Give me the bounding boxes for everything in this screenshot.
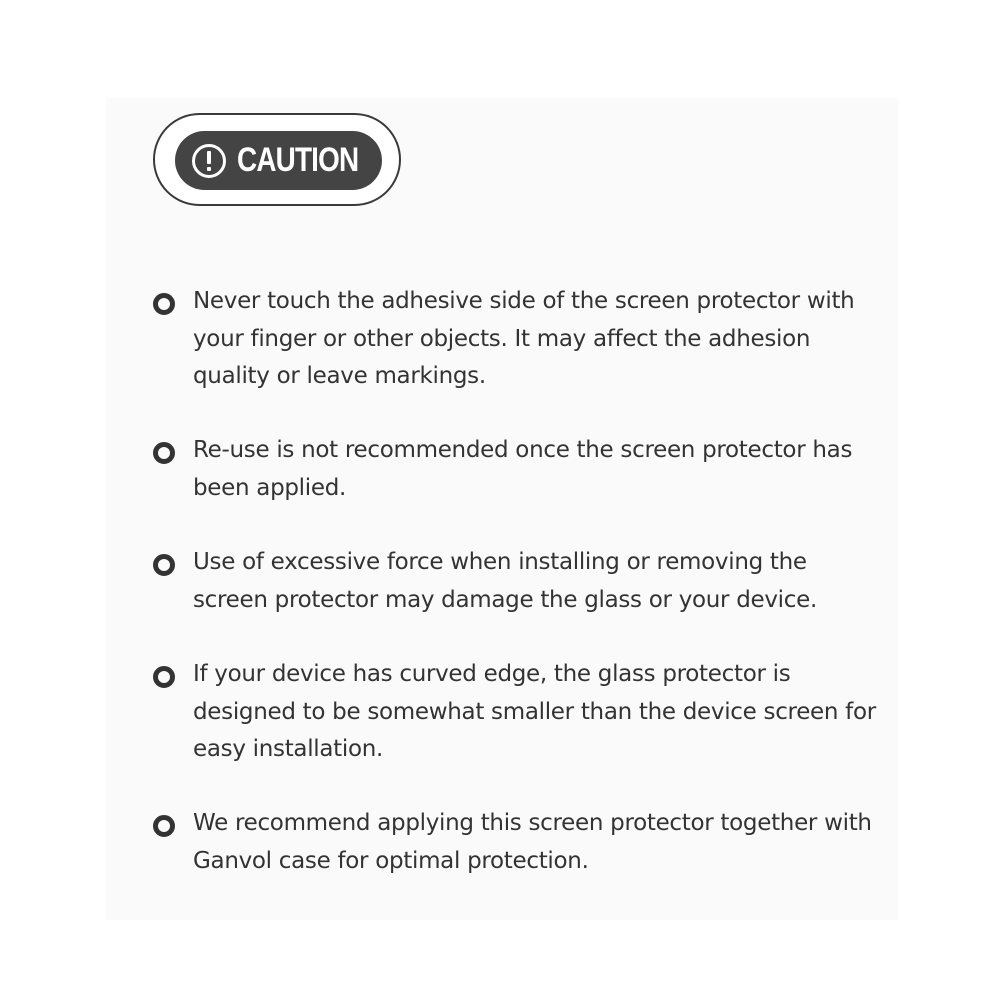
caution-item-text: Never touch the adhesive side of the screen protector with your finger or other objects. It may affect the adhesion quality or leave markings. — [193, 288, 855, 389]
caution-badge — [175, 131, 382, 190]
caution-item-text: Use of excessive force when installing or removing the screen protector may damage the glass or your device. — [193, 549, 817, 613]
caution-item-text: We recommend applying this screen protector together with Ganvol case for optimal protection. — [193, 810, 872, 874]
caution-panel — [106, 98, 898, 920]
ring-bullet-icon — [152, 441, 176, 465]
caution-item-text: Re-use is not recommended once the screen protector has been applied. — [193, 437, 853, 501]
ring-bullet-icon — [152, 665, 176, 689]
caution-label: CAUTION — [237, 141, 359, 179]
ring-bullet-icon — [152, 553, 176, 577]
ring-bullet-icon — [152, 292, 176, 316]
ring-bullet-icon — [152, 814, 176, 838]
caution-item-text: If your device has curved edge, the glass protector is designed to be somewhat smaller than the device screen for easy installation. — [193, 661, 876, 762]
exclamation-circle-icon — [191, 143, 227, 179]
